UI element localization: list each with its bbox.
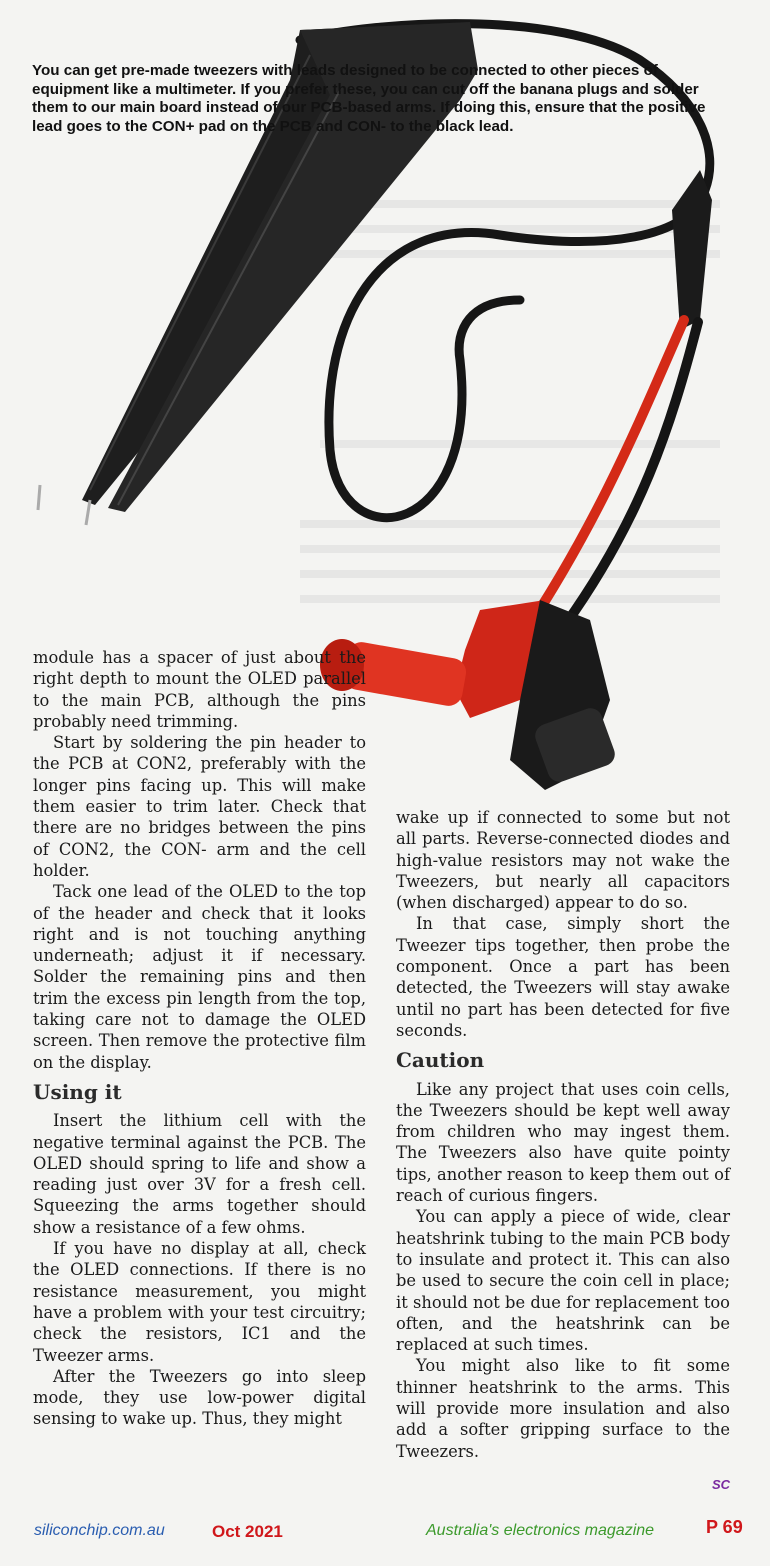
red-wire [520,320,684,640]
cable-junction [672,170,712,330]
paragraph: Insert the lithium cell with the negative terminal against the PCB. The OLED should spring to life and show a reading just over 3V for a fresh cell. Squeezing the arms together should show a resistance of a few ohms. [33,1111,366,1237]
photo-caption: You can get pre-made tweezers with leads designed to be connected to other pieces of equipment like a multimeter. If you prefer these, you can cut off the banana plugs and solder them to our main board instead of our PCB-based arms. If doing this, ensure that the positive lead goes to the CON+ pad on the PCB and CON- to the black lead. [32,62,706,135]
paragraph: You can apply a piece of wide, clear heatshrink tubing to the main PCB body to insulate and protect it. This can also be used to secure the coin cell in place; it should not be due for replacement too often, and the heatshrink can be replaced at such times. [396,1207,730,1355]
paragraph: module has a spacer of just about the right depth to mount the OLED parallel to the main PCB, although the pins probably need trimming. [33,648,366,731]
footer-page-number: P 69 [706,1517,743,1537]
paragraph: Start by soldering the pin header to the PCB at CON2, preferably with the longer pins facing up. This will make them easier to trim later. Check that there are no bridges between the pins of CON2, the CON- arm and the cell holder. [33,733,366,880]
right-column [396,807,730,1462]
section-heading-caution: Caution [396,1048,485,1073]
paragraph: In that case, simply short the Tweezer tips together, then probe the component. Once a part has been detected, the Tweezers will stay awake until no part has been detected for five seconds. [396,914,730,1040]
section-heading-using-it: Using it [33,1079,122,1104]
left-column [33,647,366,1430]
paragraph: Like any project that uses coin cells, the Tweezers should be kept well away from children who may ingest them. The Tweezers also have quite pointy tips, another reason to keep them out of reach of curious fingers. [396,1079,730,1206]
black-wire [565,322,698,625]
footer-website: siliconchip.com.au [34,1522,165,1539]
end-of-article-mark: SC [712,1477,731,1492]
footer-issue-date: Oct 2021 [212,1522,283,1541]
paragraph: If you have no display at all, check the OLED connections. If there is no resistance measurement, you might have a problem with your test circuitry; check the resistors, IC1 and the Tweezer arms. [33,1239,366,1365]
paragraph: wake up if connected to some but not all parts. Reverse-connected diodes and high-value resistors may not wake the Tweezers, but nearly all capacitors (when discharged) appear to do so. [396,808,730,913]
paragraph: After the Tweezers go into sleep mode, they use low-power digital sensing to wake up. Thus, they might [33,1366,366,1429]
paragraph: Tack one lead of the OLED to the top of the header and check that it looks right and is not touching anything underneath; adjust it if necessary. Solder the remaining pins and then trim the excess pin length from the top, taking care not to damage the OLED screen. Then remove the protective film on the display. [33,882,366,1072]
footer-magazine-tagline: Australia's electronics magazine [426,1522,655,1539]
paragraph: You might also like to fit some thinner heatshrink to the arms. This will provide more insulation and also add a softer gripping surface to the Tweezers. [396,1356,730,1461]
